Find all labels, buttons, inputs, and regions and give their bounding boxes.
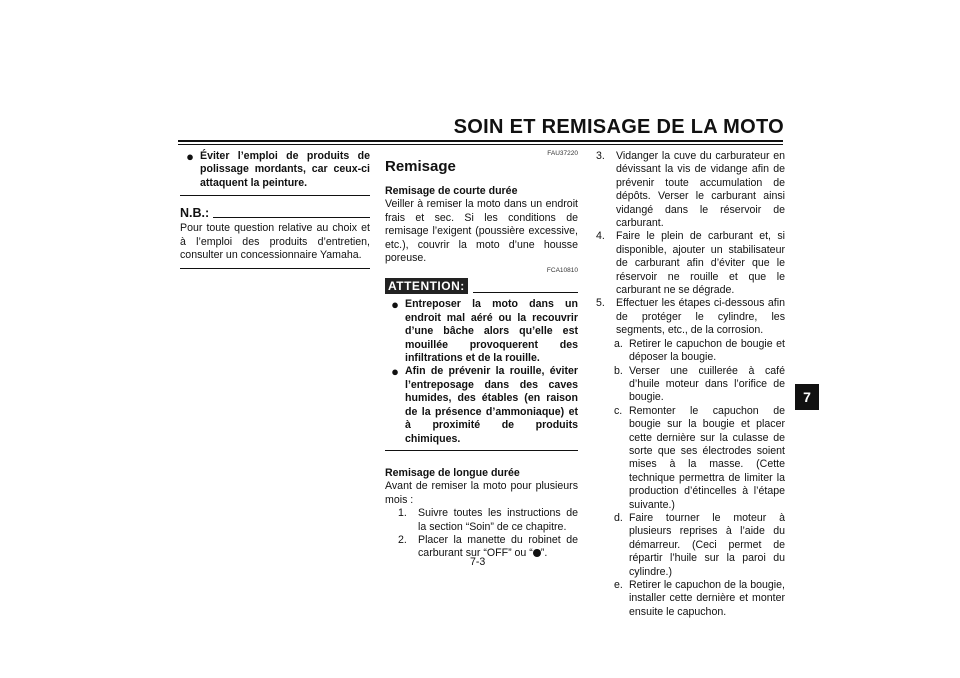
- substep-text: Retirer le capuchon de bougie et déposer la bougie.: [629, 337, 785, 364]
- attention-header: [385, 278, 578, 294]
- substep-item: [596, 512, 785, 579]
- step-text-part: Placer la manette du robinet de carburant sur “OFF” ou “: [418, 533, 578, 560]
- attention-rule: [473, 292, 578, 293]
- step-item: [596, 230, 785, 297]
- column-right: [596, 150, 785, 619]
- step-text: Faire le plein de carburant et, si disponible, ajouter un stabilisateur de carburant afin d’éviter que le réservoir ne rouille et que le carburant ne se dégrade.: [616, 230, 785, 297]
- page-header-title: SOIN ET REMISAGE DE LA MOTO: [453, 116, 784, 138]
- bullet-dot-icon: ●: [186, 149, 194, 164]
- step-number: 2.: [398, 533, 407, 546]
- step-number: 1.: [398, 507, 407, 520]
- ref-code: FAU37220: [547, 150, 578, 157]
- step-text: [418, 534, 578, 561]
- divider: [180, 268, 370, 269]
- header-rule: [178, 140, 783, 142]
- short-storage-text: Veiller à remiser la moto dans un endroit frais et sec. Si les conditions de remisage l’exigent (poussière excessive, etc.), couvrir la moto d’une housse poreuse.: [385, 198, 578, 265]
- long-storage-text: Avant de remiser la moto pour plusieurs mois :: [385, 480, 578, 506]
- step-number: 4.: [596, 230, 605, 243]
- substep-text: Faire tourner le moteur à plusieurs reprises à l’aide du démarreur. (Ceci permet de répartir l’huile sur la paroi du cylindre.): [629, 511, 785, 578]
- substep-text: Verser une cuillerée à café d’huile moteur dans l’orifice de bougie.: [629, 364, 785, 404]
- step-item: [596, 150, 785, 230]
- divider: [385, 450, 578, 451]
- bullet-dot-icon: ●: [391, 364, 399, 380]
- warning-bullet: [180, 150, 370, 190]
- substep-letter: d.: [614, 511, 623, 524]
- nb-label: N.B.:: [180, 206, 210, 221]
- step-number: 5.: [596, 297, 605, 310]
- substep-item: [596, 579, 785, 619]
- page-number: 7-3: [470, 556, 486, 568]
- substep-item: [596, 365, 785, 405]
- substep-letter: e.: [614, 579, 623, 591]
- substep-letter: a.: [614, 337, 623, 350]
- substep-item: [596, 338, 785, 365]
- bullet-dot-icon: ●: [391, 297, 399, 313]
- nb-text: Pour toute question relative au choix et à l’emploi des produits d’entretien, consulter un concessionnaire Yamaha.: [180, 222, 370, 262]
- step-item: [385, 507, 578, 534]
- step-item: [596, 297, 785, 337]
- bullet-text: Éviter l’emploi de produits de polissage mordants, car ceux-ci attaquent la peinture.: [200, 150, 370, 189]
- step-text-end: ”.: [540, 547, 548, 560]
- step-text: Suivre toutes les instructions de la section “Soin” de ce chapitre.: [418, 507, 578, 533]
- prime-symbol-icon: [533, 549, 541, 557]
- nb-rule: [213, 217, 370, 218]
- nb-header: [180, 206, 370, 220]
- substep-text: Retirer le capuchon de la bougie, installer cette dernière et monter ensuite le capuchon.: [629, 579, 785, 618]
- substep-item: [596, 405, 785, 512]
- bullet-text: Entreposer la moto dans un endroit mal aéré ou la recouvrir d’une bâche alors qu’elle est mouillée provoquerent des infiltrations et de la rouille.: [405, 298, 578, 365]
- subheading-short: Remisage de courte durée: [385, 185, 518, 197]
- column-middle: [385, 150, 578, 561]
- header-rule-thin: [178, 144, 783, 145]
- attention-label: ATTENTION:: [385, 278, 468, 294]
- substep-text: Remonter le capuchon de bougie sur la bougie et placer cette dernière sur la culasse de sorte que ses électrodes soient mises à la masse. (Cette technique permettra de limiter la production d’étincelles à l’étape suivante.): [629, 404, 785, 511]
- ref-code: FCA10810: [546, 267, 578, 275]
- attention-bullet: [385, 298, 578, 365]
- step-text: Effectuer les étapes ci-dessous afin de protéger le cylindre, les segments, etc., de la corrosion.: [616, 297, 785, 337]
- chapter-tab: 7: [795, 384, 819, 410]
- subheading-long: Remisage de longue durée: [385, 466, 520, 479]
- section-title: Remisage: [385, 158, 456, 175]
- column-left: [180, 150, 370, 269]
- substep-letter: b.: [614, 364, 623, 377]
- substep-letter: c.: [614, 404, 623, 417]
- step-number: 3.: [596, 150, 605, 162]
- bullet-text: Afin de prévenir la rouille, éviter l’entreposage dans des caves humides, des étables (en raison de la présence d’ammoniaque) et à proximité de produits chimiques.: [405, 365, 578, 445]
- step-text: Vidanger la cuve du carburateur en dévissant la vis de vidange afin de prévenir toute accumulation de dépôts. Verser le carburant ainsi vidangé dans le réservoir de carburant.: [616, 150, 785, 230]
- attention-bullet: [385, 365, 578, 445]
- divider: [180, 195, 370, 196]
